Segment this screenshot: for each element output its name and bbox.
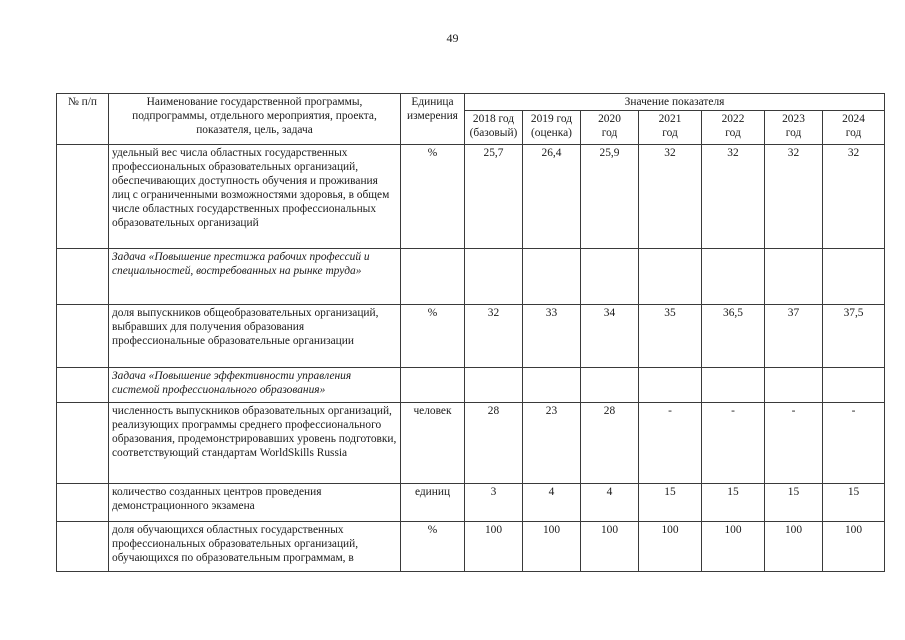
unit-cell: % bbox=[401, 522, 465, 572]
header-year-line2: (оценка) bbox=[531, 127, 572, 139]
value-cell: - bbox=[639, 403, 702, 484]
value-cell: 32 bbox=[765, 145, 823, 249]
header-year bbox=[702, 111, 765, 145]
num-cell bbox=[57, 403, 109, 484]
header-year-line2: год bbox=[845, 127, 862, 139]
value-cell: 26,4 bbox=[523, 145, 581, 249]
header-value-group: Значение показателя bbox=[465, 94, 885, 111]
value-cell bbox=[581, 249, 639, 305]
indicator-name-cell: доля обучающихся областных государственных профессиональных образовательных организаций, обучающихся по образовательным программам, в bbox=[109, 522, 401, 572]
value-cell: 34 bbox=[581, 305, 639, 368]
value-cell: 15 bbox=[823, 484, 885, 522]
unit-cell: % bbox=[401, 305, 465, 368]
value-cell: 36,5 bbox=[702, 305, 765, 368]
value-cell: 28 bbox=[581, 403, 639, 484]
header-year bbox=[523, 111, 581, 145]
value-cell: 32 bbox=[702, 145, 765, 249]
value-cell: 4 bbox=[581, 484, 639, 522]
value-cell: 15 bbox=[639, 484, 702, 522]
value-cell bbox=[639, 368, 702, 403]
indicator-name-cell: удельный вес числа областных государственных профессиональных образовательных организаций, обеспечивающих доступность обучения и проживания лиц с ограниченными возможностями здоровья, в общем числе областных государственных профессиональных образовательных организаций bbox=[109, 145, 401, 249]
value-cell: 37,5 bbox=[823, 305, 885, 368]
value-cell bbox=[465, 368, 523, 403]
value-cell: 15 bbox=[765, 484, 823, 522]
indicator-row bbox=[57, 305, 885, 368]
indicator-row bbox=[57, 484, 885, 522]
unit-cell: человек bbox=[401, 403, 465, 484]
header-year-line1: 2022 bbox=[721, 113, 745, 125]
value-cell: 100 bbox=[639, 522, 702, 572]
value-cell: 35 bbox=[639, 305, 702, 368]
table-body bbox=[57, 145, 885, 572]
header-year bbox=[639, 111, 702, 145]
task-name-cell: Задача «Повышение престижа рабочих профессий и специальностей, востребованных на рынке труда» bbox=[109, 249, 401, 305]
value-cell bbox=[523, 368, 581, 403]
header-year-line1: 2019 год bbox=[530, 113, 573, 125]
num-cell bbox=[57, 145, 109, 249]
value-cell: - bbox=[702, 403, 765, 484]
value-cell bbox=[639, 249, 702, 305]
value-cell: 3 bbox=[465, 484, 523, 522]
task-row bbox=[57, 368, 885, 403]
value-cell bbox=[581, 368, 639, 403]
value-cell: 32 bbox=[639, 145, 702, 249]
value-cell: 28 bbox=[465, 403, 523, 484]
value-cell: - bbox=[823, 403, 885, 484]
num-cell bbox=[57, 522, 109, 572]
num-cell bbox=[57, 249, 109, 305]
num-cell bbox=[57, 368, 109, 403]
header-year bbox=[465, 111, 523, 145]
header-year bbox=[823, 111, 885, 145]
value-cell: 100 bbox=[523, 522, 581, 572]
value-cell bbox=[765, 249, 823, 305]
value-cell bbox=[765, 368, 823, 403]
value-cell: 25,9 bbox=[581, 145, 639, 249]
header-year-line2: (базовый) bbox=[469, 127, 518, 139]
header-num: № п/п bbox=[57, 94, 109, 145]
value-cell: 32 bbox=[823, 145, 885, 249]
task-row bbox=[57, 249, 885, 305]
value-cell bbox=[823, 249, 885, 305]
num-cell bbox=[57, 305, 109, 368]
header-year bbox=[581, 111, 639, 145]
value-cell: - bbox=[765, 403, 823, 484]
indicator-name-cell: количество созданных центров проведения демонстрационного экзамена bbox=[109, 484, 401, 522]
header-unit: Единица измерения bbox=[401, 94, 465, 145]
value-cell bbox=[702, 249, 765, 305]
unit-cell: % bbox=[401, 145, 465, 249]
header-year-line1: 2024 bbox=[842, 113, 865, 125]
value-cell: 100 bbox=[702, 522, 765, 572]
value-cell: 33 bbox=[523, 305, 581, 368]
indicator-row bbox=[57, 522, 885, 572]
header-row-1 bbox=[57, 94, 885, 111]
value-cell: 23 bbox=[523, 403, 581, 484]
value-cell: 15 bbox=[702, 484, 765, 522]
header-year-line1: 2018 год bbox=[472, 113, 515, 125]
header-year-line2: год bbox=[785, 127, 802, 139]
value-cell: 37 bbox=[765, 305, 823, 368]
header-year-line2: год bbox=[601, 127, 618, 139]
header-year-line2: год bbox=[725, 127, 741, 139]
value-cell bbox=[702, 368, 765, 403]
num-cell bbox=[57, 484, 109, 522]
header-year bbox=[765, 111, 823, 145]
indicator-row bbox=[57, 145, 885, 249]
value-cell: 100 bbox=[765, 522, 823, 572]
unit-cell bbox=[401, 368, 465, 403]
indicator-name-cell: численность выпускников образовательных организаций, реализующих программы среднего профессионального образования, продемонстрировавших уровень подготовки, соответствующий стандартам WorldSkills Russia bbox=[109, 403, 401, 484]
value-cell bbox=[823, 368, 885, 403]
header-year-line1: 2021 bbox=[658, 113, 682, 125]
unit-cell: единиц bbox=[401, 484, 465, 522]
value-cell: 32 bbox=[465, 305, 523, 368]
value-cell: 100 bbox=[823, 522, 885, 572]
value-cell: 100 bbox=[465, 522, 523, 572]
header-year-line2: год bbox=[662, 127, 678, 139]
header-name: Наименование государственной программы, подпрограммы, отдельного мероприятия, проекта, показателя, цель, задача bbox=[109, 94, 401, 145]
value-cell: 100 bbox=[581, 522, 639, 572]
header-year-line1: 2020 bbox=[598, 113, 621, 125]
header-year-line1: 2023 bbox=[782, 113, 805, 125]
indicator-name-cell: доля выпускников общеобразовательных организаций, выбравших для получения образования профессиональные образовательные организации bbox=[109, 305, 401, 368]
value-cell bbox=[523, 249, 581, 305]
task-name-cell: Задача «Повышение эффективности управления системой профессионального образования» bbox=[109, 368, 401, 403]
indicator-row bbox=[57, 403, 885, 484]
unit-cell bbox=[401, 249, 465, 305]
value-cell bbox=[465, 249, 523, 305]
value-cell: 4 bbox=[523, 484, 581, 522]
value-cell: 25,7 bbox=[465, 145, 523, 249]
page-number: 49 bbox=[446, 31, 459, 45]
indicators-table bbox=[56, 93, 885, 572]
